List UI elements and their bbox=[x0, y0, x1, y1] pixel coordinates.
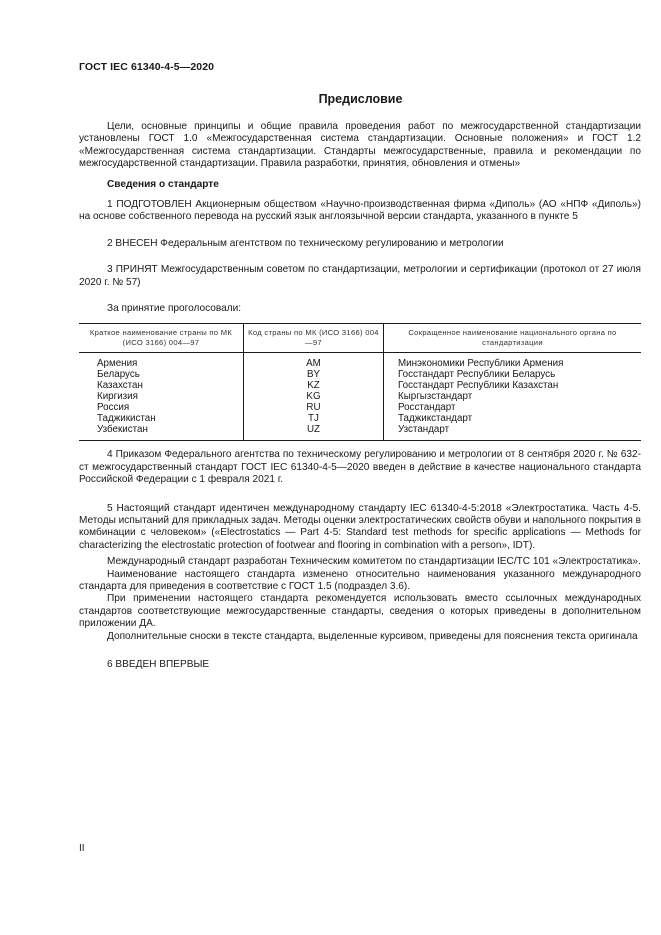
item-5-footnotes: Дополнительные сноски в тексте стандарта, выделенные курсивом, приведены для пояснения текста оригинала bbox=[107, 630, 638, 642]
page-number: II bbox=[79, 843, 85, 854]
intro-paragraph: Цели, основные принципы и общие правила проведения работ по межгосударственной стандартизации установлены ГОСТ 1.0 «Межгосударственная система стандартизации. Основные положения» и ГОСТ 1.2 «Межгосударственная система стандартизации. Стандарты межгосударственные, правила и рекомендации по межгосударственной стандартизации. Правила разработки, принятия, обновления и отмены» bbox=[79, 121, 641, 170]
item-5-committee: Международный стандарт разработан Техническим комитетом по стандартизации IEC/TC 101 «Электростатика». bbox=[107, 556, 641, 568]
item-4-order: 4 Приказом Федерального агентства по техническому регулированию и метрологии от 8 сентября 2020 г. № 632-ст межгосударственный стандарт ГОСТ IEC 61340-4-5—2020 введен в действие в качестве национального стандарта Российской Федерации с 1 февраля 2021 г. bbox=[79, 449, 641, 486]
country-cell: Киргизия bbox=[97, 391, 138, 403]
country-code-cell: TJ bbox=[244, 413, 384, 424]
country-cell: Россия bbox=[97, 402, 130, 414]
standards-body-cell: Госстандарт Республики Казахстан bbox=[384, 380, 642, 391]
voting-table-body bbox=[79, 353, 641, 441]
item-6-introduced: 6 ВВЕДЕН ВПЕРВЫЕ bbox=[107, 658, 210, 670]
country-code-cell: KG bbox=[244, 391, 384, 402]
standards-body-cell: Минэкономики Республики Армения bbox=[384, 353, 642, 370]
country-cell: Таджикистан bbox=[97, 413, 156, 425]
info-heading: Сведения о стандарте bbox=[107, 178, 219, 190]
page-title: Предисловие bbox=[318, 92, 403, 106]
table-header-row bbox=[79, 324, 641, 353]
foreword-body bbox=[79, 121, 641, 671]
standards-body-cell: Таджикстандарт bbox=[384, 413, 642, 424]
country-code-cell: KZ bbox=[244, 380, 384, 391]
country-code-cell: RU bbox=[244, 402, 384, 413]
table-row bbox=[79, 413, 641, 424]
voting-table bbox=[79, 323, 641, 441]
table-row bbox=[79, 402, 641, 413]
item-2-submitted: 2 ВНЕСЕН Федеральным агентством по техническому регулированию и метрологии bbox=[107, 237, 504, 249]
country-code-cell: BY bbox=[244, 369, 384, 380]
item-5-identical: 5 Настоящий стандарт идентичен международному стандарту IEC 61340-4-5:2018 «Электростатика. Часть 4-5. Методы испытаний для прикладных задач. Методы оценки электростатических свойств обуви и напольного покрытия в комбинации с человеком» («Electrostatics — Part 4-5: Standard test methods for specific applications — Methods for characterizing the electrostatic protection of footwear and flooring in combination with a person», IDT). bbox=[79, 502, 641, 551]
country-code-cell: UZ bbox=[244, 424, 384, 441]
table-row bbox=[79, 353, 641, 370]
table-row bbox=[79, 424, 641, 441]
voted-label: За принятие проголосовали: bbox=[107, 303, 242, 315]
country-cell: Узбекистан bbox=[79, 424, 244, 441]
standards-body-cell: Госстандарт Республики Беларусь bbox=[384, 369, 642, 380]
item-3-adopted: 3 ПРИНЯТ Межгосударственным советом по стандартизации, метрологии и сертификации (протокол от 27 июля 2020 г. № 57) bbox=[79, 264, 641, 288]
standards-body-cell: Кыргызстандарт bbox=[384, 391, 642, 402]
country-cell: Казахстан bbox=[97, 380, 143, 392]
column-header-code: Код страны по МК (ИСО 3166) 004—97 bbox=[244, 324, 384, 353]
table-row bbox=[79, 380, 641, 391]
standards-body-cell: Росстандарт bbox=[384, 402, 642, 413]
document-code-header: ГОСТ IEC 61340-4-5—2020 bbox=[79, 61, 215, 73]
column-header-country: Краткое наименование страны по МК (ИСО 3166) 004—97 bbox=[79, 324, 244, 353]
column-header-body: Сокращенное наименование национального органа по стандартизации bbox=[384, 324, 642, 353]
table-row bbox=[79, 391, 641, 402]
country-cell: Армения bbox=[97, 358, 138, 370]
item-5-name-change: Наименование настоящего стандарта изменено относительно наименования указанного международного стандарта для приведения в соответствие с ГОСТ 1.5 (подраздел 3.6). bbox=[79, 568, 641, 592]
item-1-prepared: 1 ПОДГОТОВЛЕН Акционерным обществом «Научно-производственная фирма «Диполь» (АО «НПФ «Диполь») на основе собственного перевода на русский язык англоязычной версии стандарта, указанного в пункте 5 bbox=[79, 199, 641, 223]
item-5-references: При применении настоящего стандарта рекомендуется использовать вместо ссылочных международных стандартов соответствующие межгосударственные стандарты, сведения о которых приведены в дополнительном приложении ДА. bbox=[79, 593, 641, 630]
standards-body-cell: Узстандарт bbox=[384, 424, 642, 441]
country-cell: Беларусь bbox=[97, 369, 140, 381]
table-row bbox=[79, 369, 641, 380]
country-code-cell: AM bbox=[244, 353, 384, 370]
